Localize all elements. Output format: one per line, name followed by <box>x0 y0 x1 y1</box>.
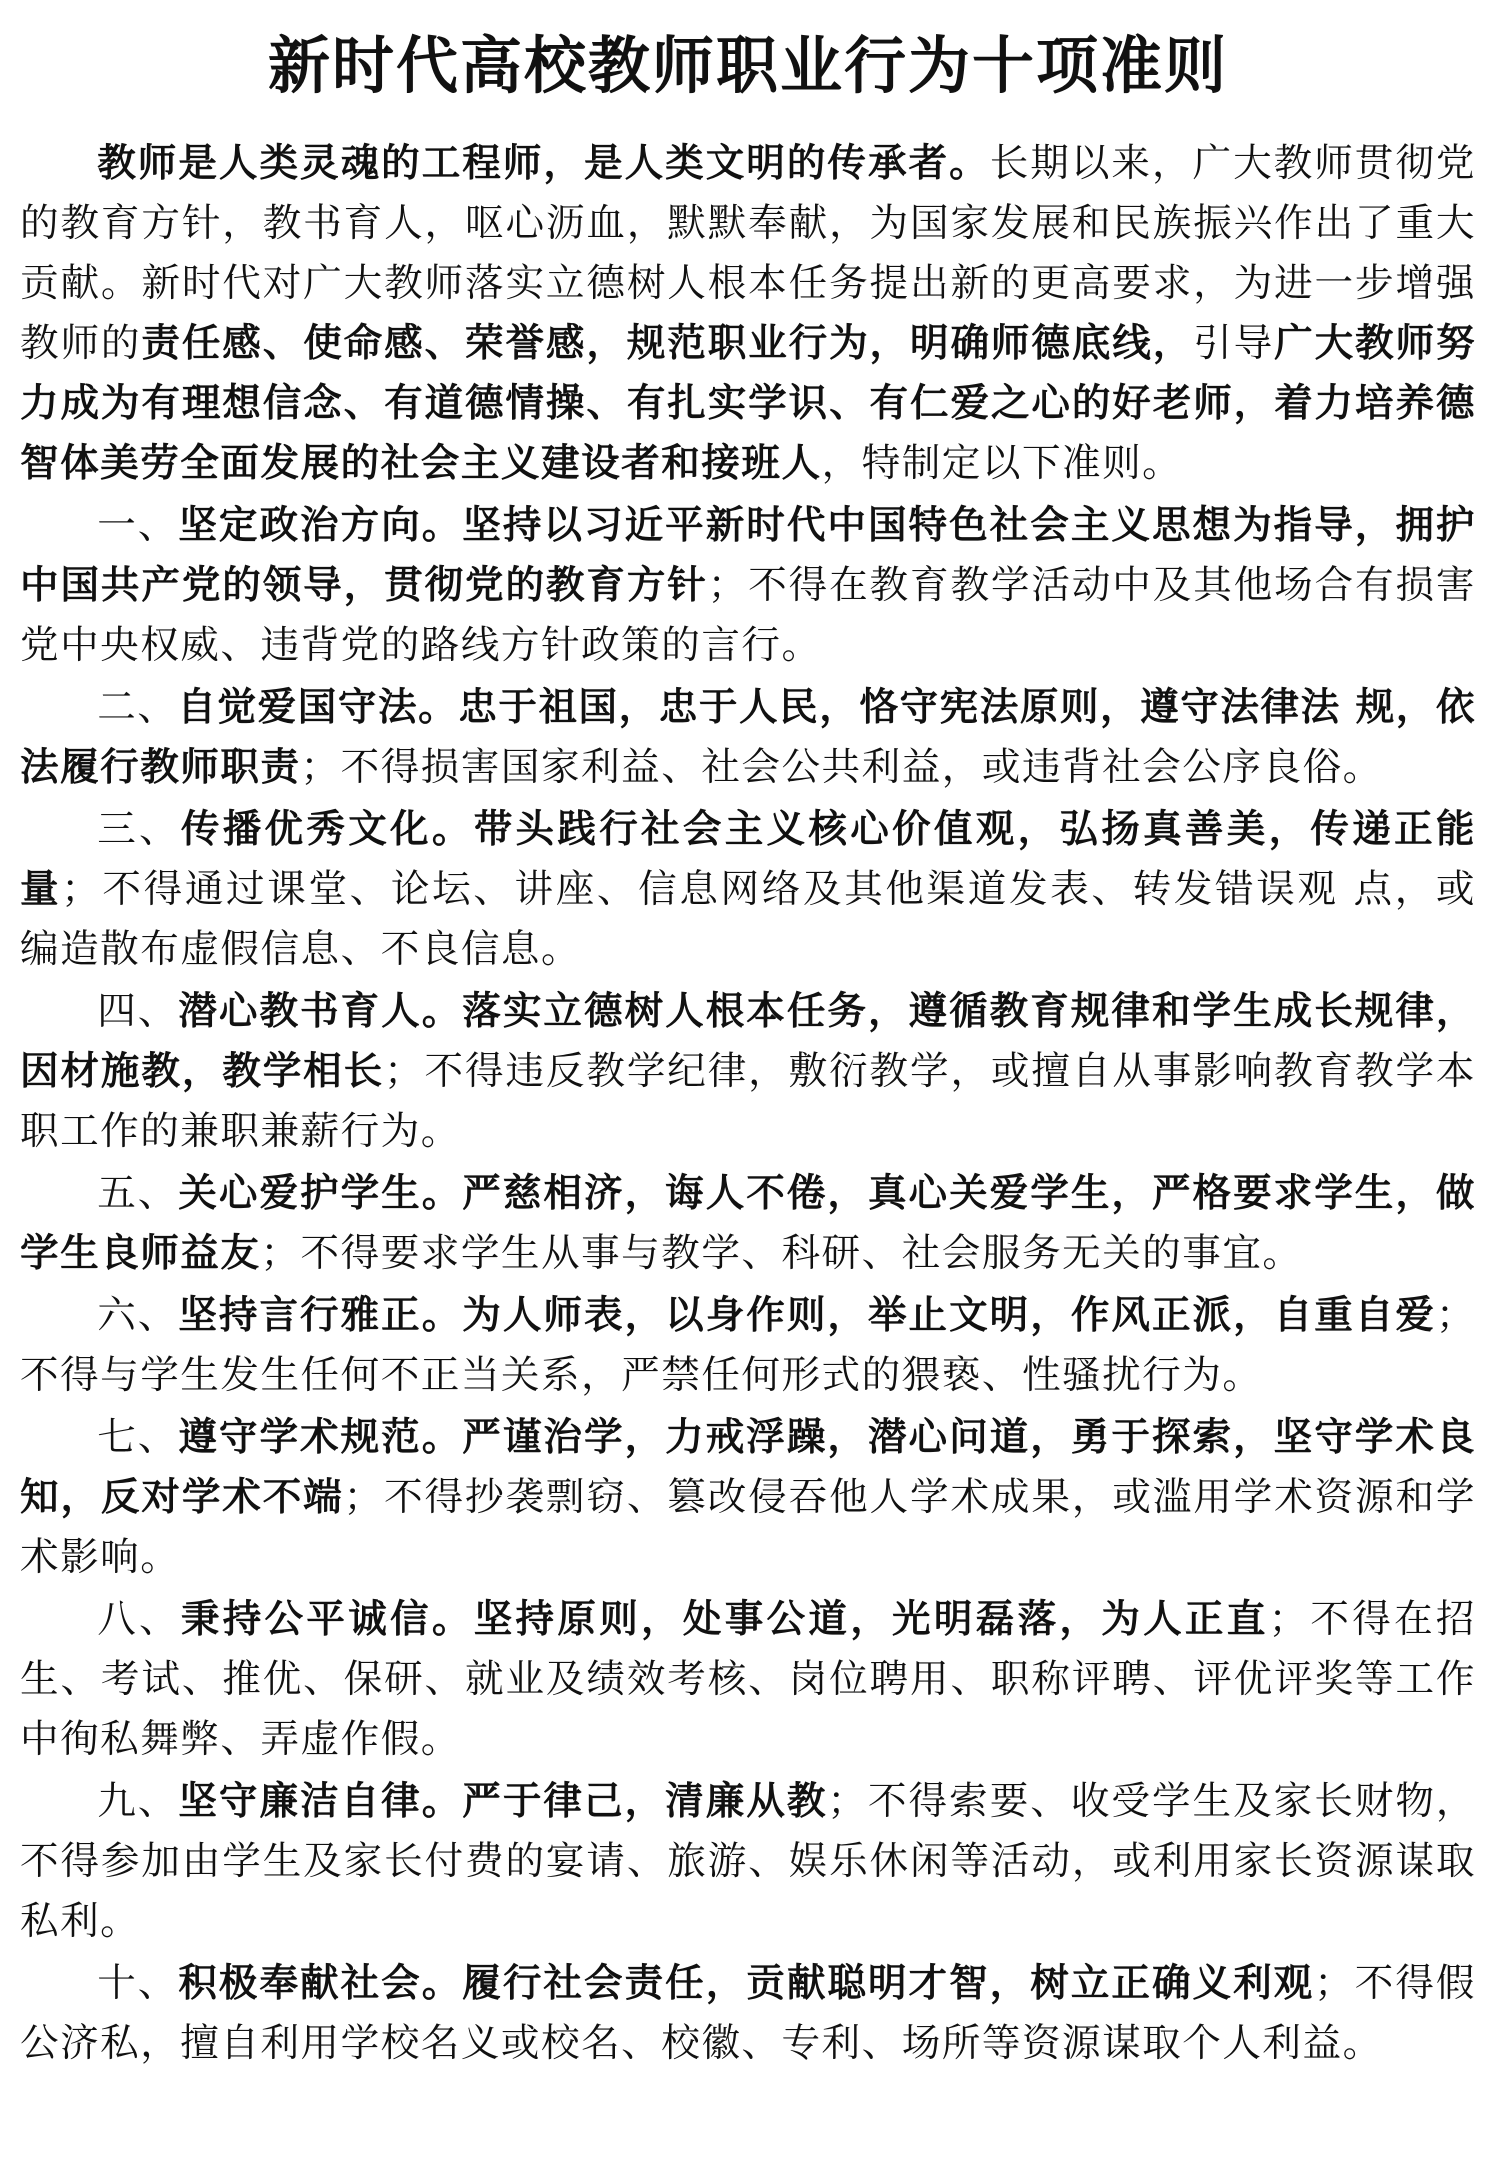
intro-paragraph <box>20 134 1476 494</box>
rule-prohibition: ；不得在招生、考试、推优、保研、就业及绩效考核、岗位聘用、职称评聘、评优评奖等工作中徇私舞弊、弄虚作假。 <box>20 1597 1477 1762</box>
rule-number: 二、 <box>97 685 178 730</box>
rule-number: 十、 <box>97 1961 179 2006</box>
rule-heading: 坚持言行雅正。为人师表，以身作则，举止文明，作风正派，自重自爱 <box>178 1293 1436 1338</box>
rule-heading: 关心爱护学生。严慈相济，诲人不倦，真心关爱学生，严格要求学生，做学生良师益友 <box>20 1171 1477 1276</box>
document-body <box>20 134 1476 2074</box>
text-run: 教师是人类灵魂的工程师，是人类文明的传承者。 <box>97 141 990 186</box>
rule-prohibition: ；不得在教育教学活动中及其他场合有损害党中央权威、违背党的路线方针政策的言行。 <box>20 563 1476 668</box>
rule-heading: 遵守学术规范。严谨治学，力戒浮躁，潜心问道，勇于探索，坚守学术良知，反对学术不端 <box>20 1415 1477 1520</box>
rule-prohibition: ；不得索要、收受学生及家长财物，不得参加由学生及家长付费的宴请、旅游、娱乐休闲等活动，或利用家长资源谋取私利。 <box>20 1779 1477 1944</box>
rule-prohibition: ；不得抄袭剽窃、篡改侵吞他人学术成果，或滥用学术资源和学术影响。 <box>20 1475 1476 1580</box>
text-run: 广大教师努力成为有理想信念、有道德情操、有扎实学识、有仁爱之心的好老师，着力培养德智体美劳全面发展的社会主义建设者和接班人 <box>20 321 1477 486</box>
document-title: 新时代高校教师职业行为十项准则 <box>267 29 1228 102</box>
rule-heading: 坚守廉洁自律。严于律己，清廉从教 <box>178 1779 828 1824</box>
rule-paragraph-3 <box>20 800 1476 980</box>
rule-number: 七、 <box>97 1415 179 1460</box>
rule-paragraph-4 <box>20 982 1476 1162</box>
rule-number: 九、 <box>97 1779 179 1824</box>
text-run: 长期以来，广大教师贯彻党的教育方针，教书育人，呕心沥血，默默奉献，为国家发展和民族振兴作出了重大贡献。新时代对广大教师落实立德树人根本任务提出新的更高要求，为进一步增强教师的 <box>20 141 1477 366</box>
rule-number: 四、 <box>97 989 179 1034</box>
rule-prohibition: ；不得与学生发生任何不正当关系，严禁任何形式的猥亵、性骚扰行为。 <box>20 1293 1477 1398</box>
rule-number: 六、 <box>97 1293 179 1338</box>
rule-paragraph-10 <box>20 1954 1476 2074</box>
rule-heading: 潜心教书育人。落实立德树人根本任务，遵循教育规律和学生成长规律，因材施教，教学相长 <box>20 989 1477 1094</box>
rule-paragraph-2 <box>20 678 1476 798</box>
rule-prohibition: ；不得假公济私，擅自利用学校名义或校名、校徽、专利、场所等资源谋取个人利益。 <box>20 1961 1477 2066</box>
rule-heading: 传播优秀文化。带头践行社会主义核心价值观，弘扬真善美，传递正能量 <box>20 807 1476 912</box>
rule-paragraph-6 <box>20 1286 1476 1406</box>
rule-paragraph-9 <box>20 1772 1476 1952</box>
rule-number: 五、 <box>97 1171 179 1216</box>
text-run: ，特制定以下准则。 <box>821 441 1183 486</box>
text-run: 责任感、使命感、荣誉感，规范职业行为，明确师德底线， <box>141 321 1194 366</box>
rule-prohibition: ；不得要求学生从事与教学、科研、社会服务无关的事宜。 <box>260 1231 1303 1276</box>
rule-number: 三、 <box>97 807 181 852</box>
rule-number: 一、 <box>97 503 179 548</box>
rule-prohibition: ；不得违反教学纪律，敷衍教学，或擅自从事影响教育教学本职工作的兼职兼薪行为。 <box>20 1049 1476 1154</box>
rule-number: 八、 <box>97 1597 181 1642</box>
text-run: 引导 <box>1193 321 1275 366</box>
rule-heading: 坚定政治方向。坚持以习近平新时代中国特色社会主义思想为指导，拥护中国共产党的领导，贯彻党的教育方针 <box>20 503 1477 608</box>
rule-paragraph-8 <box>20 1590 1476 1770</box>
rule-paragraph-1 <box>20 496 1476 676</box>
rule-heading: 自觉爱国守法。忠于祖国，忠于人民，恪守宪法原则，遵守法律法 规，依法履行教师职责 <box>20 685 1476 790</box>
rule-heading: 积极奉献社会。履行社会责任，贡献聪明才智，树立正确义利观 <box>178 1961 1315 2006</box>
rule-paragraph-7 <box>20 1408 1476 1588</box>
rule-paragraph-5 <box>20 1164 1476 1284</box>
rule-prohibition: ；不得损害国家利益、社会公共利益，或违背社会公序良俗。 <box>300 745 1383 790</box>
rule-prohibition: ；不得通过课堂、论坛、讲座、信息网络及其他渠道发表、转发错误观 点，或编造散布虚假信息、不良信息。 <box>20 867 1477 972</box>
rule-heading: 秉持公平诚信。坚持原则，处事公道，光明磊落，为人正直 <box>180 1597 1269 1642</box>
